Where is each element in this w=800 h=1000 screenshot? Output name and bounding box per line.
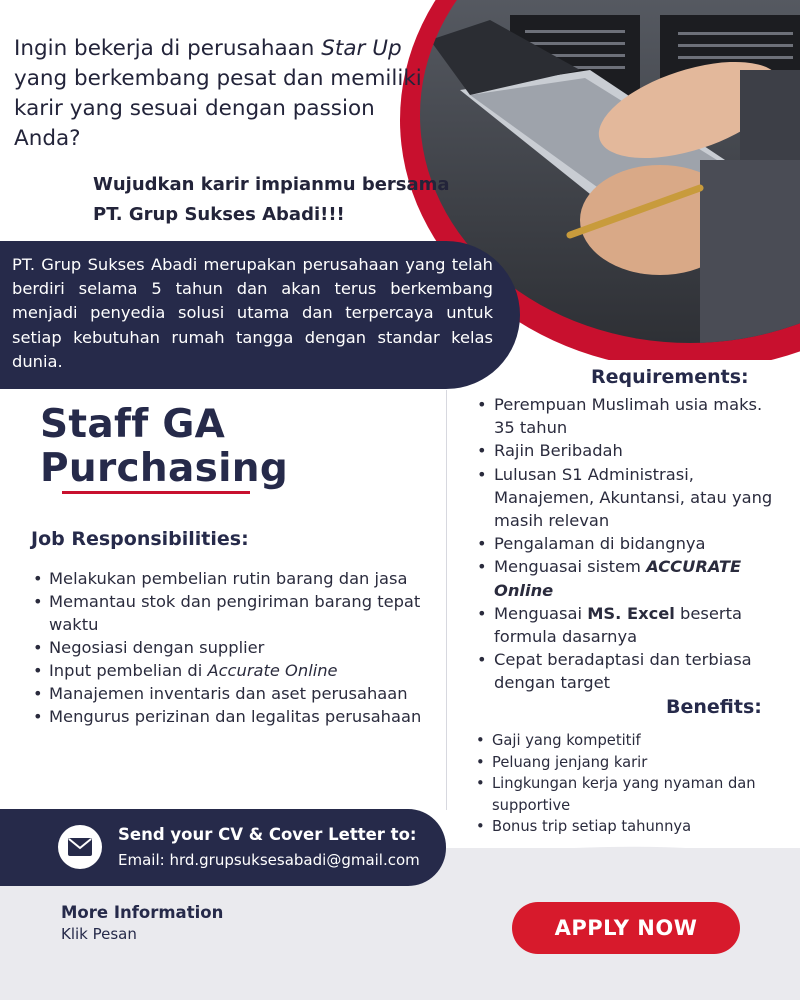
list-item [477,555,787,601]
list-item [33,636,433,659]
position-title-line2: Purchasing [40,446,289,491]
list-item: • Bonus trip setiap tahunnya [476,816,776,838]
list-item: • Gaji yang kompetitif [476,730,776,752]
more-info-title: More Information [61,903,224,922]
position-title-line1: Staff GA [40,402,226,447]
list-item: • Mengurus perizinan dan legalitas perusahaan [33,705,433,728]
about-text: PT. Grup Sukses Abadi merupakan perusahaan yang telah berdiri selama 5 tahun dan akan terus berkembang menjadi penyedia solusi utama dan terpercaya untuk setiap kebutuhan rumah tangga dengan standar kelas dunia. [12,255,493,371]
mail-icon-graphic [68,838,92,856]
list-item: • Lulusan S1 Administrasi, Manajemen, Akuntansi, atau yang masih relevan [477,463,787,533]
list-item: • Manajemen inventaris dan aset perusahaan [33,682,433,705]
intro-italic: Star Up [321,36,402,61]
benefits-heading: Benefits: [666,696,762,718]
list-item: • Melakukan pembelian rutin barang dan jasa [33,567,433,590]
list-item-prefix: Menguasai [494,603,588,623]
list-item: • Pengalaman di bidangnya [477,532,787,555]
tagline-line1: Wujudkan karir impianmu bersama [93,174,450,195]
column-divider [446,390,447,810]
list-item: • Rajin Beribadah [477,439,787,462]
position-title [40,403,288,491]
list-item: • Lingkungan kerja yang nyaman dan supportive [476,773,776,816]
list-item-prefix: Input pembelian di [49,661,208,680]
list-item-emphasis: ACCURATE Online [494,557,742,600]
list-item: • Peluang jenjang karir [476,752,776,774]
contact-email[interactable]: Email: hrd.grupsuksesabadi@gmail.com [118,851,420,869]
job-responsibilities-list [33,567,433,728]
apply-now-button[interactable]: APPLY NOW [512,902,740,954]
list-item: • Perempuan Muslimah usia maks. 35 tahun [477,393,787,439]
contact-title: Send your CV & Cover Letter to: [118,825,417,844]
list-item [477,602,787,648]
more-info-subtitle[interactable]: Klik Pesan [61,925,137,943]
intro-part1: Ingin bekerja di perusahaan [14,36,322,61]
tagline [93,170,473,230]
tagline-line2: PT. Grup Sukses Abadi!!! [93,204,345,225]
list-item-emphasis: MS. Excel [587,603,675,623]
intro-question [14,34,434,154]
list-item-prefix: Menguasai sistem [494,557,647,577]
list-item: • Memantau stok dan pengiriman barang tepat waktu [33,590,433,636]
mail-icon [58,825,102,869]
list-item-suffix: beserta formula dasarnya [494,603,742,647]
list-item-emphasis: Accurate Online [207,661,338,680]
intro-part2: yang berkembang pesat dan memiliki karir yang sesuai dengan passion Anda? [14,66,422,151]
job-responsibilities-heading: Job Responsibilities: [31,528,249,550]
list-item: • Cepat beradaptasi dan terbiasa dengan target [477,648,787,694]
requirements-list [477,393,787,695]
list-item-text: Negosiasi dengan supplier [49,638,265,657]
requirements-heading: Requirements: [591,366,749,388]
title-underline [62,491,250,494]
list-item [33,659,433,682]
